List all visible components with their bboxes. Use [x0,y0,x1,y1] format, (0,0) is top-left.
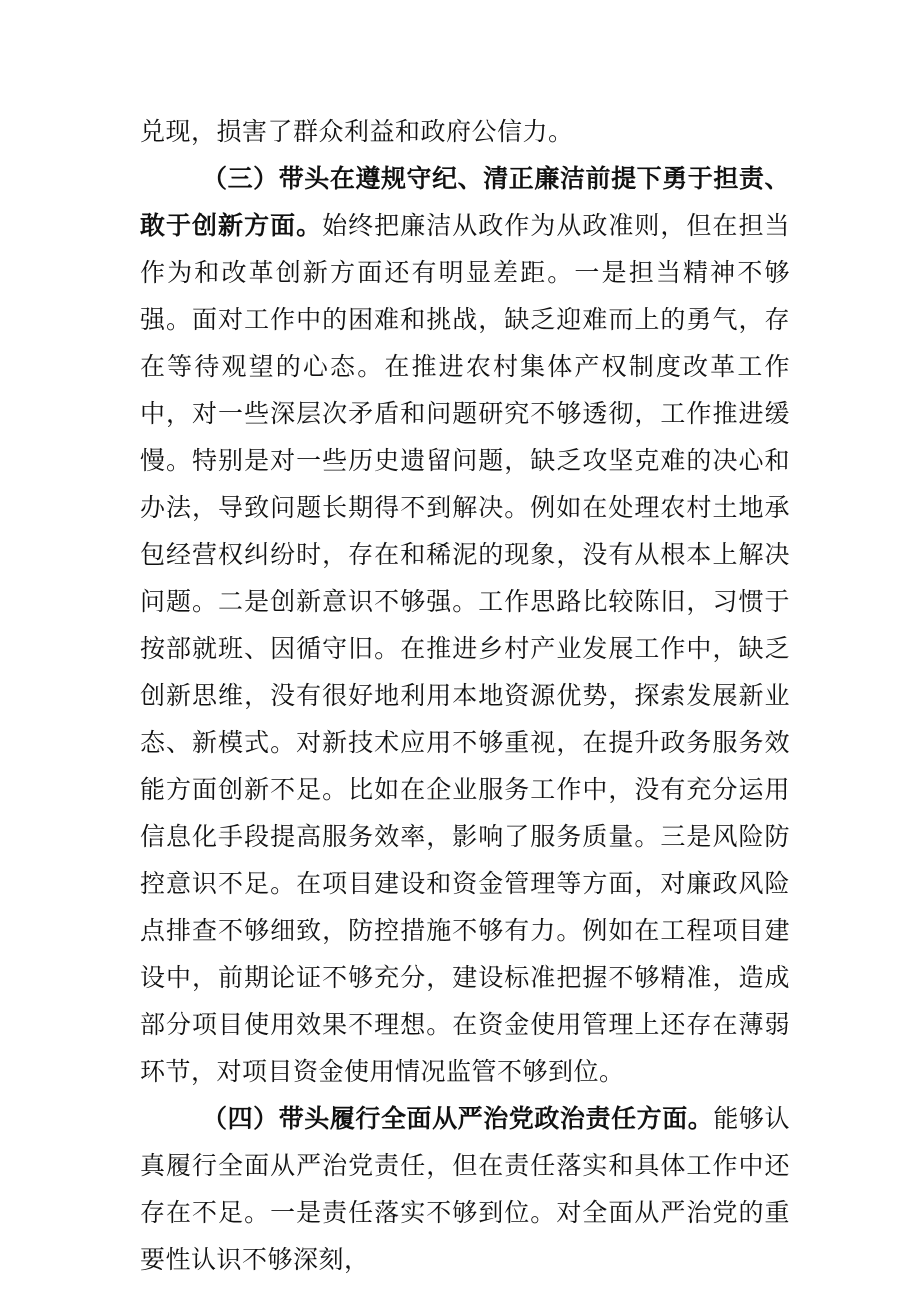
section-3-body: 始终把廉洁从政作为从政准则，但在担当作为和改革创新方面还有明显差距。一是担当精神不够强。面对工作中的困难和挑战，缺乏迎难而上的勇气，存在等待观望的心态。在推进农村集体产权制度改革工作中，对一些深层次矛盾和问题研究不够透彻，工作推进缓慢。特别是对一些历史遗留问题，缺乏攻坚克难的决心和办法，导致问题长期得不到解决。例如在处理农村土地承包经营权纠纷时，存在和稀泥的现象，没有从根本上解决问题。二是创新意识不够强。工作思路比较陈旧，习惯于按部就班、因循守旧。在推进乡村产业发展工作中，缺乏创新思维，没有很好地利用本地资源优势，探索发展新业态、新模式。对新技术应用不够重视，在提升政务服务效能方面创新不足。比如在企业服务工作中，没有充分运用信息化手段提高服务效率，影响了服务质量。三是风险防控意识不足。在项目建设和资金管理等方面，对廉政风险点排查不够细致，防控措施不够有力。例如在工程项目建设中，前期论证不够充分，建设标准把握不够精准，造成部分项目使用效果不理想。在资金使用管理上还存在薄弱环节，对项目资金使用情况监管不够到位。 [140,211,790,1086]
paragraph-continuation [140,108,790,155]
section-4-body: 能够认真履行全面从严治党责任，但在责任落实和具体工作中还存在不足。一是责任落实不够到位。对全面从严治党的重要性认识不够深刻， [140,1104,790,1274]
paragraph-section-3 [140,155,790,1095]
continuation-text: 兑现，损害了群众利益和政府公信力。 [140,117,574,146]
document-body [140,108,790,1283]
paragraph-section-4 [140,1095,790,1283]
section-3-heading: （三）带头在遵规守纪、清正廉洁前提下勇于担责、敢于创新方面。 [140,164,790,240]
section-4-heading: （四）带头履行全面从严治党政治责任方面。 [202,1104,714,1133]
